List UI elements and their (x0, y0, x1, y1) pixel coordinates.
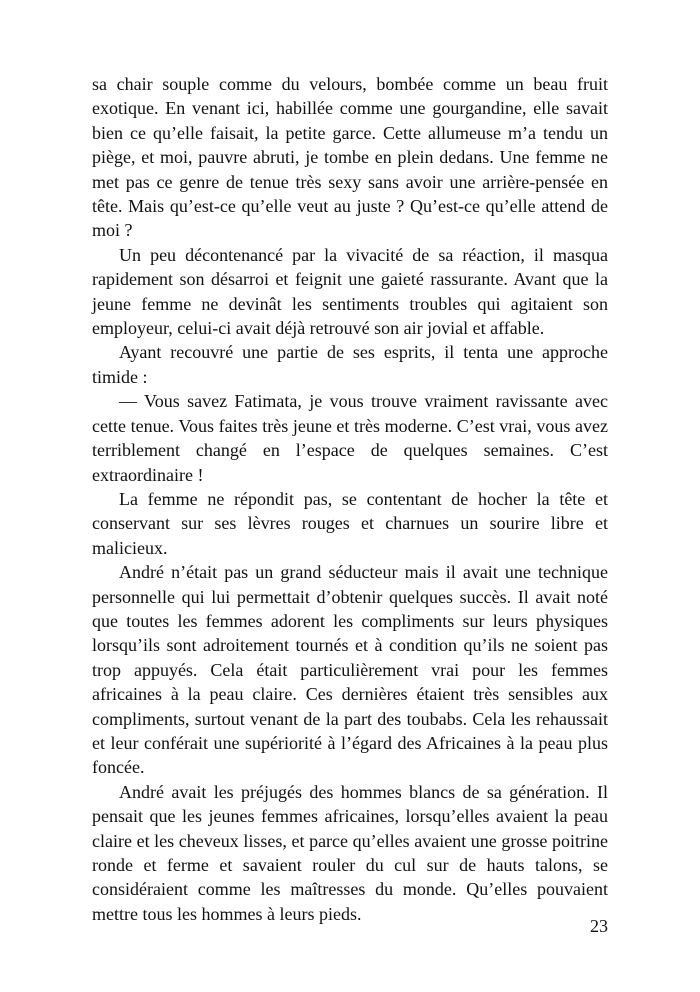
paragraph-4-dialogue: — Vous savez Fatimata, je vous trouve vraiment ravissante avec cette tenue. Vous faites très jeune et très moderne. C’est vrai, vous avez terriblement changé en l’espace de quelques semaines. C’est extraordinaire ! (92, 391, 608, 485)
paragraph-3: Ayant recouvré une partie de ses esprits, il tenta une approche timide : (92, 342, 608, 387)
paragraph-2: Un peu décontenancé par la vivacité de sa réaction, il masqua rapidement son désarroi et feignit une gaieté rassurante. Avant que la jeune femme ne devinât les sentiments troubles qui agitaient son employeur, celui-ci avait déjà retrouvé son air jovial et affable. (92, 244, 608, 339)
page-body (92, 72, 608, 926)
page-number: 23 (590, 916, 608, 936)
paragraph-7: André avait les préjugés des hommes blancs de sa génération. Il pensait que les jeunes femmes africaines, lorsqu’elles avaient la peau claire et les cheveux lisses, et parce qu’elles avaient une grosse poitrine ronde et ferme et savaient rouler du cul sur de hauts talons, se considéraient comme les maîtresses du monde. Qu’elles pouvaient mettre tous les hommes à leurs pieds. (92, 781, 608, 924)
paragraph-1: sa chair souple comme du velours, bombée comme un beau fruit exotique. En venant ici, habillée comme une gourgandine, elle savait bien ce qu’elle faisait, la petite garce. Cette allumeuse m’a tendu un piège, et moi, pauvre abruti, je tombe en plein dedans. Une femme ne met pas ce genre de tenue très sexy sans avoir une arrière-pensée en tête. Mais qu’est-ce qu’elle veut au juste ? Qu’est-ce qu’elle attend de moi ? (92, 74, 608, 241)
paragraph-6: André n’était pas un grand séducteur mais il avait une technique personnelle qui lui permettait d’obtenir quelques succès. Il avait noté que toutes les femmes adorent les compliments sur leurs physiques lorsqu’ils sont adroitement tournés et à condition qu’ils ne soient pas trop appuyés. Cela était particulièrement vrai pour les femmes africaines à la peau claire. Ces dernières étaient très sensibles aux compliments, surtout venant de la part des toubabs. Cela les rehaussait et leur conférait une supériorité à l’égard des Africaines à la peau plus foncée. (92, 562, 608, 778)
paragraph-5: La femme ne répondit pas, se contentant de hocher la tête et conservant sur ses lèvres rouges et charnues un sourire libre et malicieux. (92, 488, 608, 558)
